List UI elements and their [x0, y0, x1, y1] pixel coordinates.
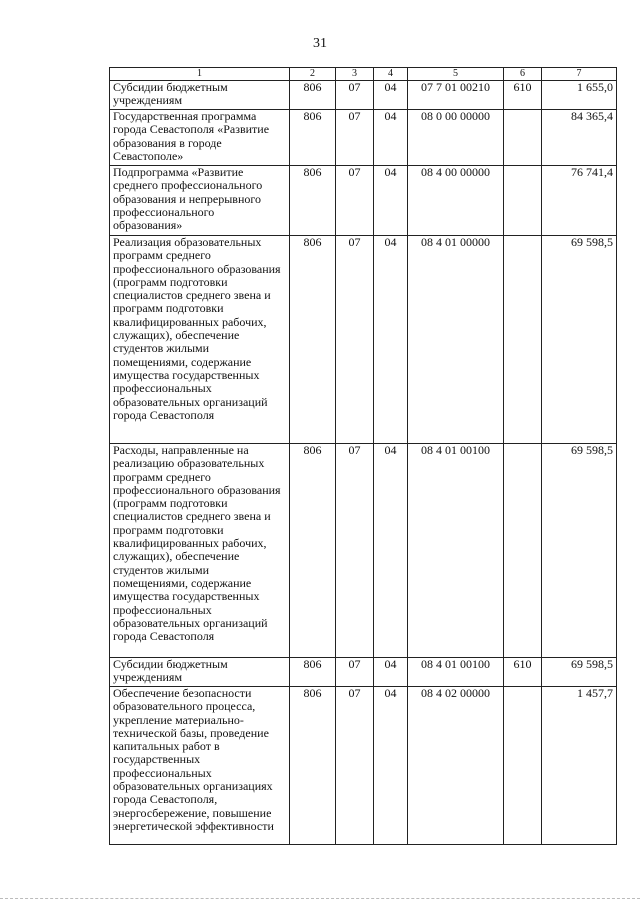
row-expense-type: [504, 444, 542, 658]
table-row: [110, 658, 617, 687]
row-name: Реализация образовательных программ среднего профессионального образования (программ подготовки специалистов среднего звена и программ подготовки квалифицированных рабочих, служащих), обеспечение студентов жилыми помещениями, содержание имущества государственных профессиональных образовательных организаций города Севастополя: [110, 236, 290, 444]
header-col-2: 2: [290, 68, 336, 81]
row-ministry-code: 806: [290, 444, 336, 658]
row-name: Обеспечение безопасности образовательного процесса, укрепление материально-технической базы, проведение капитальных работ в государственных профессиональных образовательных организациях города Севастополя, энергосбережение, повышение энергетической эффективности: [110, 687, 290, 845]
row-subsection-code: 04: [374, 236, 408, 444]
row-target-code: 08 4 00 00000: [408, 166, 504, 236]
row-target-code: 08 4 02 00000: [408, 687, 504, 845]
row-amount: 1 655,0: [542, 81, 617, 110]
budget-table: [109, 67, 617, 845]
header-col-7: 7: [542, 68, 617, 81]
header-col-6: 6: [504, 68, 542, 81]
row-amount: 84 365,4: [542, 110, 617, 166]
table-row: [110, 166, 617, 236]
row-section-code: 07: [336, 687, 374, 845]
row-section-code: 07: [336, 236, 374, 444]
table-row: [110, 236, 617, 444]
row-expense-type: 610: [504, 81, 542, 110]
row-target-code: 08 0 00 00000: [408, 110, 504, 166]
scan-edge-divider: [0, 898, 640, 899]
table-row: [110, 81, 617, 110]
row-name: Государственная программа города Севастополя «Развитие образования в городе Севастополе»: [110, 110, 290, 166]
row-subsection-code: 04: [374, 110, 408, 166]
table-row: [110, 110, 617, 166]
row-name: Расходы, направленные на реализацию образовательных программ среднего профессионального образования (программ подготовки специалистов среднего звена и программ подготовки квалифицированных рабочих, служащих), обеспечение студентов жилыми помещениями, содержание имущества государственных профессиональных образовательных организаций города Севастополя: [110, 444, 290, 658]
row-expense-type: [504, 166, 542, 236]
row-amount: 76 741,4: [542, 166, 617, 236]
row-subsection-code: 04: [374, 81, 408, 110]
table-row: [110, 687, 617, 845]
row-ministry-code: 806: [290, 236, 336, 444]
row-target-code: 08 4 01 00100: [408, 444, 504, 658]
row-ministry-code: 806: [290, 81, 336, 110]
table-header-row: [110, 68, 617, 81]
row-name: Субсидии бюджетным учреждениям: [110, 81, 290, 110]
header-col-3: 3: [336, 68, 374, 81]
row-section-code: 07: [336, 658, 374, 687]
header-col-4: 4: [374, 68, 408, 81]
row-section-code: 07: [336, 444, 374, 658]
row-expense-type: [504, 687, 542, 845]
row-ministry-code: 806: [290, 687, 336, 845]
row-subsection-code: 04: [374, 166, 408, 236]
row-target-code: 08 4 01 00100: [408, 658, 504, 687]
row-subsection-code: 04: [374, 658, 408, 687]
row-section-code: 07: [336, 166, 374, 236]
row-section-code: 07: [336, 110, 374, 166]
row-ministry-code: 806: [290, 166, 336, 236]
row-expense-type: [504, 236, 542, 444]
row-target-code: 08 4 01 00000: [408, 236, 504, 444]
page-number: 31: [313, 36, 327, 51]
table-row: [110, 444, 617, 658]
row-target-code: 07 7 01 00210: [408, 81, 504, 110]
row-amount: 1 457,7: [542, 687, 617, 845]
row-section-code: 07: [336, 81, 374, 110]
row-amount: 69 598,5: [542, 658, 617, 687]
row-amount: 69 598,5: [542, 444, 617, 658]
row-ministry-code: 806: [290, 658, 336, 687]
row-subsection-code: 04: [374, 444, 408, 658]
header-col-1: 1: [110, 68, 290, 81]
row-subsection-code: 04: [374, 687, 408, 845]
row-name: Подпрограмма «Развитие среднего профессионального образования и непрерывного профессионального образования»: [110, 166, 290, 236]
header-col-5: 5: [408, 68, 504, 81]
row-expense-type: 610: [504, 658, 542, 687]
row-name: Субсидии бюджетным учреждениям: [110, 658, 290, 687]
row-amount: 69 598,5: [542, 236, 617, 444]
row-expense-type: [504, 110, 542, 166]
row-ministry-code: 806: [290, 110, 336, 166]
